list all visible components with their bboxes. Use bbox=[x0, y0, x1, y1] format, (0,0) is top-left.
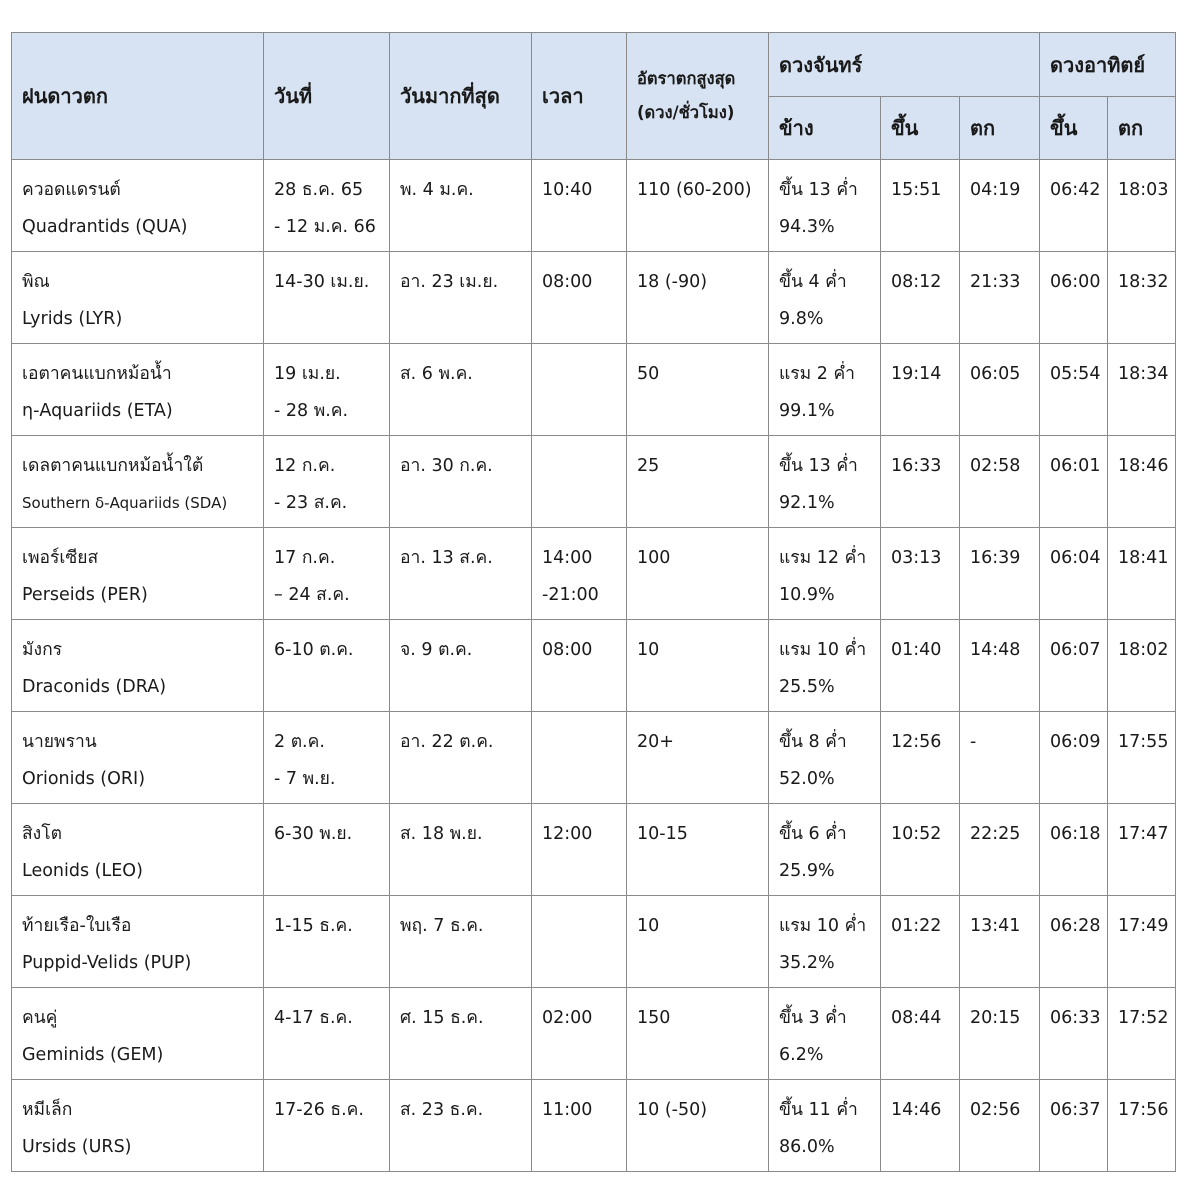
cell-text: อา. 13 ส.ค. bbox=[400, 548, 493, 568]
cell-moon-rise bbox=[881, 804, 960, 896]
cell-text: Orionids (ORI) bbox=[22, 768, 146, 789]
table-row bbox=[12, 620, 1176, 712]
cell-sun-set bbox=[1108, 344, 1176, 436]
cell-text: 14:48 bbox=[970, 640, 1021, 660]
cell-peak-date bbox=[390, 160, 532, 252]
cell-text: 10 (-50) bbox=[637, 1100, 708, 1120]
cell-shower bbox=[12, 988, 264, 1080]
cell-time bbox=[532, 804, 627, 896]
cell-text: 21:33 bbox=[970, 272, 1021, 292]
cell-text: 6.2% bbox=[779, 1044, 824, 1065]
cell-peak-date bbox=[390, 988, 532, 1080]
cell-text: 99.1% bbox=[779, 400, 835, 421]
cell-sun-set bbox=[1108, 528, 1176, 620]
cell-text: 10:40 bbox=[542, 180, 593, 200]
cell-moon-set bbox=[960, 252, 1040, 344]
cell-sun-set bbox=[1108, 252, 1176, 344]
cell-text: ขึ้น 8 ค่ำ bbox=[779, 732, 847, 752]
cell-text: 17:47 bbox=[1118, 824, 1169, 844]
cell-text: 150 bbox=[637, 1008, 671, 1028]
cell-text: ขึ้น 13 ค่ำ bbox=[779, 456, 858, 476]
cell-moon-rise bbox=[881, 896, 960, 988]
table-header bbox=[12, 33, 1176, 160]
table-row bbox=[12, 344, 1176, 436]
cell-text: ขึ้น 11 ค่ำ bbox=[779, 1100, 858, 1120]
cell-shower bbox=[12, 160, 264, 252]
cell-text: Leonids (LEO) bbox=[22, 860, 143, 881]
cell-dates bbox=[264, 896, 390, 988]
cell-moon-set bbox=[960, 528, 1040, 620]
cell-moon-rise bbox=[881, 1080, 960, 1172]
cell-text: 17:56 bbox=[1118, 1100, 1169, 1120]
cell-text: 19 เม.ย. bbox=[274, 364, 341, 384]
cell-text: 14-30 เม.ย. bbox=[274, 272, 370, 292]
cell-moon-rise bbox=[881, 712, 960, 804]
cell-text: 05:54 bbox=[1050, 364, 1101, 384]
header-moon-rise: ขึ้น bbox=[881, 97, 960, 160]
cell-text: - 28 พ.ค. bbox=[274, 400, 349, 421]
header-sun-set: ตก bbox=[1108, 97, 1176, 160]
cell-rate bbox=[627, 712, 769, 804]
cell-sun-set bbox=[1108, 804, 1176, 896]
cell-text: -21:00 bbox=[542, 584, 599, 605]
cell-text: Geminids (GEM) bbox=[22, 1044, 164, 1065]
cell-moon-rise bbox=[881, 528, 960, 620]
table-body bbox=[12, 160, 1176, 1172]
cell-text: เอตาคนแบกหม้อน้ำ bbox=[22, 364, 172, 384]
cell-sun-rise bbox=[1040, 528, 1108, 620]
cell-text: 08:00 bbox=[542, 640, 593, 660]
cell-sun-set bbox=[1108, 620, 1176, 712]
cell-moon-set bbox=[960, 436, 1040, 528]
cell-text: ควอดแดรนต์ bbox=[22, 180, 121, 200]
cell-moon-phase bbox=[769, 804, 881, 896]
cell-moon-phase bbox=[769, 436, 881, 528]
cell-text: 06:33 bbox=[1050, 1008, 1101, 1028]
cell-sun-rise bbox=[1040, 252, 1108, 344]
cell-peak-date bbox=[390, 436, 532, 528]
cell-text: 20+ bbox=[637, 732, 674, 752]
meteor-shower-table bbox=[11, 32, 1176, 1172]
cell-text: 06:05 bbox=[970, 364, 1021, 384]
cell-dates bbox=[264, 252, 390, 344]
table-row bbox=[12, 712, 1176, 804]
cell-text: 52.0% bbox=[779, 768, 835, 789]
header-moon-phase: ข้าง bbox=[769, 97, 881, 160]
cell-text: 4-17 ธ.ค. bbox=[274, 1008, 353, 1028]
cell-text: พฤ. 7 ธ.ค. bbox=[400, 916, 484, 936]
cell-shower bbox=[12, 436, 264, 528]
cell-text: 06:37 bbox=[1050, 1100, 1101, 1120]
cell-moon-rise bbox=[881, 988, 960, 1080]
cell-text: 18 (-90) bbox=[637, 272, 708, 292]
cell-text: แรม 2 ค่ำ bbox=[779, 364, 856, 384]
cell-text: Ursids (URS) bbox=[22, 1136, 132, 1157]
cell-text: 22:25 bbox=[970, 824, 1021, 844]
cell-shower bbox=[12, 1080, 264, 1172]
cell-text: 12 ก.ค. bbox=[274, 456, 336, 476]
cell-text: สิงโต bbox=[22, 824, 62, 844]
cell-text: 10:52 bbox=[891, 824, 942, 844]
cell-rate bbox=[627, 804, 769, 896]
cell-moon-rise bbox=[881, 436, 960, 528]
cell-sun-set bbox=[1108, 988, 1176, 1080]
header-moon-set: ตก bbox=[960, 97, 1040, 160]
cell-time bbox=[532, 160, 627, 252]
cell-sun-rise bbox=[1040, 620, 1108, 712]
cell-moon-phase bbox=[769, 252, 881, 344]
cell-text: 06:01 bbox=[1050, 456, 1101, 476]
cell-text: 10 bbox=[637, 640, 660, 660]
header-dates: วันที่ bbox=[264, 33, 390, 160]
cell-peak-date bbox=[390, 896, 532, 988]
cell-peak-date bbox=[390, 804, 532, 896]
cell-moon-phase bbox=[769, 620, 881, 712]
cell-text: อา. 23 เม.ย. bbox=[400, 272, 499, 292]
cell-text: ท้ายเรือ-ใบเรือ bbox=[22, 916, 132, 936]
cell-text: จ. 9 ต.ค. bbox=[400, 640, 473, 660]
cell-text: 110 (60-200) bbox=[637, 180, 752, 200]
cell-text: พิณ bbox=[22, 272, 50, 292]
cell-text: 08:00 bbox=[542, 272, 593, 292]
cell-sun-rise bbox=[1040, 1080, 1108, 1172]
cell-text: 25.5% bbox=[779, 676, 835, 697]
cell-time bbox=[532, 528, 627, 620]
cell-text: 94.3% bbox=[779, 216, 835, 237]
table-row bbox=[12, 528, 1176, 620]
cell-time bbox=[532, 712, 627, 804]
cell-text: 25.9% bbox=[779, 860, 835, 881]
cell-sun-rise bbox=[1040, 988, 1108, 1080]
cell-text: 18:34 bbox=[1118, 364, 1169, 384]
cell-dates bbox=[264, 436, 390, 528]
cell-dates bbox=[264, 988, 390, 1080]
cell-dates bbox=[264, 160, 390, 252]
cell-text: พ. 4 ม.ค. bbox=[400, 180, 474, 200]
cell-time bbox=[532, 344, 627, 436]
cell-moon-rise bbox=[881, 620, 960, 712]
cell-text: ขึ้น 13 ค่ำ bbox=[779, 180, 858, 200]
cell-moon-set bbox=[960, 344, 1040, 436]
cell-rate bbox=[627, 436, 769, 528]
cell-shower bbox=[12, 620, 264, 712]
cell-text: 02:58 bbox=[970, 456, 1021, 476]
header-time: เวลา bbox=[532, 33, 627, 160]
cell-sun-rise bbox=[1040, 160, 1108, 252]
cell-text: 15:51 bbox=[891, 180, 942, 200]
cell-text: 20:15 bbox=[970, 1008, 1021, 1028]
cell-text: - 7 พ.ย. bbox=[274, 768, 336, 789]
cell-text: η-Aquariids (ETA) bbox=[22, 400, 173, 421]
cell-text: 12:00 bbox=[542, 824, 593, 844]
cell-sun-rise bbox=[1040, 804, 1108, 896]
cell-text: 06:04 bbox=[1050, 548, 1101, 568]
cell-text: แรม 10 ค่ำ bbox=[779, 640, 867, 660]
cell-moon-rise bbox=[881, 160, 960, 252]
cell-sun-rise bbox=[1040, 344, 1108, 436]
cell-dates bbox=[264, 620, 390, 712]
cell-time bbox=[532, 436, 627, 528]
cell-text: คนคู่ bbox=[22, 1008, 58, 1028]
cell-text: Draconids (DRA) bbox=[22, 676, 167, 697]
table-row bbox=[12, 436, 1176, 528]
cell-shower bbox=[12, 344, 264, 436]
cell-peak-date bbox=[390, 620, 532, 712]
cell-shower bbox=[12, 896, 264, 988]
cell-text: - bbox=[970, 732, 977, 752]
cell-text: เดลตาคนแบกหม้อน้ำใต้ bbox=[22, 456, 204, 476]
cell-sun-set bbox=[1108, 1080, 1176, 1172]
cell-text: 17:52 bbox=[1118, 1008, 1169, 1028]
cell-rate bbox=[627, 344, 769, 436]
cell-rate bbox=[627, 988, 769, 1080]
cell-text: - 12 ม.ค. 66 bbox=[274, 216, 376, 237]
cell-sun-set bbox=[1108, 436, 1176, 528]
cell-time bbox=[532, 252, 627, 344]
cell-time bbox=[532, 896, 627, 988]
header-peak-date: วันมากที่สุด bbox=[390, 33, 532, 160]
cell-text: 17:49 bbox=[1118, 916, 1169, 936]
cell-text: 2 ต.ค. bbox=[274, 732, 325, 752]
cell-sun-rise bbox=[1040, 896, 1108, 988]
cell-text: 100 bbox=[637, 548, 671, 568]
cell-text: 17 ก.ค. bbox=[274, 548, 336, 568]
cell-sun-rise bbox=[1040, 436, 1108, 528]
cell-moon-set bbox=[960, 712, 1040, 804]
cell-text: อา. 22 ต.ค. bbox=[400, 732, 494, 752]
cell-moon-phase bbox=[769, 896, 881, 988]
cell-text: ขึ้น 3 ค่ำ bbox=[779, 1008, 847, 1028]
cell-text: 02:00 bbox=[542, 1008, 593, 1028]
cell-text: 06:42 bbox=[1050, 180, 1101, 200]
cell-text: 10-15 bbox=[637, 824, 688, 844]
cell-rate bbox=[627, 620, 769, 712]
cell-text: 1-15 ธ.ค. bbox=[274, 916, 353, 936]
cell-shower bbox=[12, 804, 264, 896]
cell-text: 14:00 bbox=[542, 548, 593, 568]
cell-text: 17-26 ธ.ค. bbox=[274, 1100, 364, 1120]
cell-text: ส. 18 พ.ย. bbox=[400, 824, 483, 844]
cell-rate bbox=[627, 528, 769, 620]
cell-text: 17:55 bbox=[1118, 732, 1169, 752]
cell-text: 06:07 bbox=[1050, 640, 1101, 660]
cell-text: อา. 30 ก.ค. bbox=[400, 456, 493, 476]
cell-moon-rise bbox=[881, 252, 960, 344]
cell-moon-phase bbox=[769, 528, 881, 620]
cell-moon-set bbox=[960, 896, 1040, 988]
cell-moon-phase bbox=[769, 988, 881, 1080]
cell-moon-set bbox=[960, 804, 1040, 896]
cell-text: 06:28 bbox=[1050, 916, 1101, 936]
cell-text: 28 ธ.ค. 65 bbox=[274, 180, 364, 200]
cell-text: 18:41 bbox=[1118, 548, 1169, 568]
cell-moon-phase bbox=[769, 344, 881, 436]
cell-text: 19:14 bbox=[891, 364, 942, 384]
cell-time bbox=[532, 620, 627, 712]
cell-text: 6-30 พ.ย. bbox=[274, 824, 353, 844]
cell-text: 08:12 bbox=[891, 272, 942, 292]
cell-moon-set bbox=[960, 620, 1040, 712]
cell-rate bbox=[627, 1080, 769, 1172]
cell-text: ศ. 15 ธ.ค. bbox=[400, 1008, 484, 1028]
cell-text: มังกร bbox=[22, 640, 63, 660]
cell-moon-set bbox=[960, 1080, 1040, 1172]
header-rate-line1: อัตราตกสูงสุด bbox=[637, 69, 736, 88]
cell-sun-set bbox=[1108, 712, 1176, 804]
cell-peak-date bbox=[390, 252, 532, 344]
cell-text: เพอร์เซียส bbox=[22, 548, 99, 568]
cell-dates bbox=[264, 804, 390, 896]
cell-text: 01:22 bbox=[891, 916, 942, 936]
cell-rate bbox=[627, 896, 769, 988]
cell-time bbox=[532, 988, 627, 1080]
cell-dates bbox=[264, 1080, 390, 1172]
cell-text: ส. 23 ธ.ค. bbox=[400, 1100, 484, 1120]
table-row bbox=[12, 252, 1176, 344]
cell-text: 16:39 bbox=[970, 548, 1021, 568]
cell-time bbox=[532, 1080, 627, 1172]
cell-text: 04:19 bbox=[970, 180, 1021, 200]
cell-peak-date bbox=[390, 528, 532, 620]
cell-shower bbox=[12, 712, 264, 804]
cell-text: 50 bbox=[637, 364, 660, 384]
cell-text: Perseids (PER) bbox=[22, 584, 148, 605]
cell-sun-set bbox=[1108, 160, 1176, 252]
header-sun-rise: ขึ้น bbox=[1040, 97, 1108, 160]
table-row bbox=[12, 160, 1176, 252]
header-rate bbox=[627, 33, 769, 160]
cell-text: หมีเล็ก bbox=[22, 1100, 73, 1120]
cell-text: Quadrantids (QUA) bbox=[22, 216, 188, 237]
cell-text: 08:44 bbox=[891, 1008, 942, 1028]
cell-text: 12:56 bbox=[891, 732, 942, 752]
header-moon: ดวงจันทร์ bbox=[769, 33, 1040, 97]
cell-dates bbox=[264, 712, 390, 804]
cell-text: ขึ้น 4 ค่ำ bbox=[779, 272, 847, 292]
cell-text: 18:46 bbox=[1118, 456, 1169, 476]
cell-text: 25 bbox=[637, 456, 660, 476]
cell-sun-rise bbox=[1040, 712, 1108, 804]
table-row bbox=[12, 988, 1176, 1080]
cell-moon-set bbox=[960, 160, 1040, 252]
cell-text: 92.1% bbox=[779, 492, 835, 513]
header-sun: ดวงอาทิตย์ bbox=[1040, 33, 1176, 97]
table-row bbox=[12, 896, 1176, 988]
cell-text: แรม 12 ค่ำ bbox=[779, 548, 867, 568]
cell-text: - 23 ส.ค. bbox=[274, 492, 348, 513]
header-shower: ฝนดาวตก bbox=[12, 33, 264, 160]
cell-moon-set bbox=[960, 988, 1040, 1080]
cell-text: 16:33 bbox=[891, 456, 942, 476]
cell-text: 14:46 bbox=[891, 1100, 942, 1120]
cell-peak-date bbox=[390, 1080, 532, 1172]
cell-text: 06:18 bbox=[1050, 824, 1101, 844]
cell-text: 18:03 bbox=[1118, 180, 1169, 200]
cell-text: 01:40 bbox=[891, 640, 942, 660]
cell-peak-date bbox=[390, 344, 532, 436]
cell-moon-phase bbox=[769, 1080, 881, 1172]
cell-moon-phase bbox=[769, 160, 881, 252]
cell-text: 6-10 ต.ค. bbox=[274, 640, 354, 660]
cell-shower bbox=[12, 252, 264, 344]
cell-moon-phase bbox=[769, 712, 881, 804]
cell-peak-date bbox=[390, 712, 532, 804]
cell-dates bbox=[264, 344, 390, 436]
cell-rate bbox=[627, 160, 769, 252]
cell-text: 9.8% bbox=[779, 308, 824, 329]
cell-text: 06:00 bbox=[1050, 272, 1101, 292]
cell-text: 06:09 bbox=[1050, 732, 1101, 752]
cell-dates bbox=[264, 528, 390, 620]
cell-text: 10 bbox=[637, 916, 660, 936]
cell-text: 11:00 bbox=[542, 1100, 593, 1120]
cell-text: ขึ้น 6 ค่ำ bbox=[779, 824, 847, 844]
cell-text: 18:32 bbox=[1118, 272, 1169, 292]
cell-text: 86.0% bbox=[779, 1136, 835, 1157]
cell-rate bbox=[627, 252, 769, 344]
cell-text: Lyrids (LYR) bbox=[22, 308, 123, 329]
header-rate-line2: (ดวง/ชั่วโมง) bbox=[637, 103, 735, 122]
cell-text: 02:56 bbox=[970, 1100, 1021, 1120]
cell-text: 13:41 bbox=[970, 916, 1021, 936]
table-row bbox=[12, 1080, 1176, 1172]
cell-moon-rise bbox=[881, 344, 960, 436]
cell-text: นายพราน bbox=[22, 732, 97, 752]
cell-text: 35.2% bbox=[779, 952, 835, 973]
cell-text: ส. 6 พ.ค. bbox=[400, 364, 473, 384]
cell-text: 18:02 bbox=[1118, 640, 1169, 660]
cell-text: Southern δ-Aquariids (SDA) bbox=[22, 493, 228, 512]
cell-text: 03:13 bbox=[891, 548, 942, 568]
cell-text: 10.9% bbox=[779, 584, 835, 605]
table-row bbox=[12, 804, 1176, 896]
cell-text: – 24 ส.ค. bbox=[274, 584, 350, 605]
cell-text: แรม 10 ค่ำ bbox=[779, 916, 867, 936]
cell-shower bbox=[12, 528, 264, 620]
cell-sun-set bbox=[1108, 896, 1176, 988]
cell-text: Puppid-Velids (PUP) bbox=[22, 952, 192, 973]
